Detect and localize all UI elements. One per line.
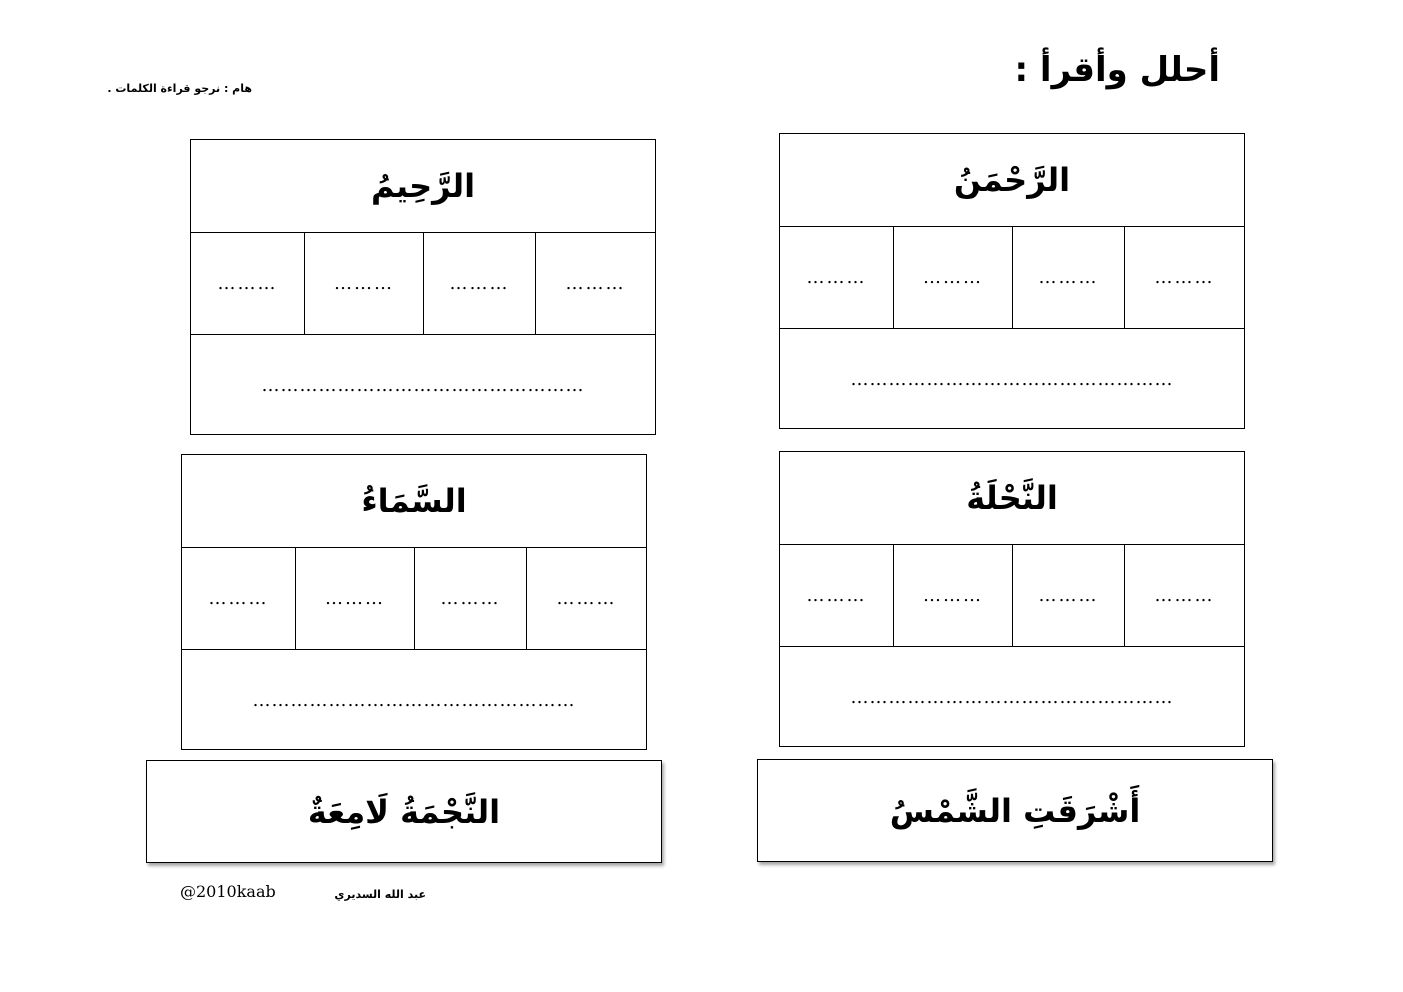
word-card-1: [779, 133, 1245, 429]
author-name: عبد الله السديري: [334, 888, 426, 901]
letter-cell[interactable]: ………: [304, 233, 423, 334]
sentence-box-1: أَشْرَقَتِ الشَّمْسُ: [757, 759, 1273, 862]
writing-line[interactable]: ……………………………………………: [261, 374, 585, 396]
word-card-3: [779, 451, 1245, 747]
letter-cells-row: [780, 227, 1244, 329]
letter-cell[interactable]: ………: [526, 548, 646, 649]
writing-line[interactable]: ……………………………………………: [850, 686, 1174, 708]
writing-line[interactable]: ……………………………………………: [850, 368, 1174, 390]
word-title: الرَّحْمَنُ: [780, 134, 1244, 227]
letter-cell[interactable]: ………: [806, 585, 867, 606]
letter-cells-row: [191, 233, 655, 335]
writing-line[interactable]: ……………………………………………: [252, 689, 576, 711]
word-card-2: [190, 139, 656, 435]
letter-cell[interactable]: ………: [535, 233, 655, 334]
letter-cell[interactable]: ………: [1012, 227, 1124, 328]
word-card-4: [181, 454, 647, 750]
letter-cell[interactable]: ………: [1124, 227, 1244, 328]
letter-cell[interactable]: ………: [1124, 545, 1244, 646]
word-title: الرَّحِيمُ: [191, 140, 655, 233]
sentence-box-2: النَّجْمَةُ لَامِعَةٌ: [146, 760, 662, 863]
letter-cell[interactable]: ………: [423, 233, 535, 334]
letter-cell[interactable]: ………: [806, 267, 867, 288]
letter-cell[interactable]: ………: [295, 548, 414, 649]
letter-cell[interactable]: ………: [893, 227, 1012, 328]
letter-cell[interactable]: ………: [414, 548, 526, 649]
letter-cell[interactable]: ………: [1012, 545, 1124, 646]
word-title: السَّمَاءُ: [182, 455, 646, 548]
letter-cell[interactable]: ………: [217, 273, 278, 294]
letter-cells-row: [182, 548, 646, 650]
letter-cell[interactable]: ………: [893, 545, 1012, 646]
author-handle: @2010kaab: [180, 882, 276, 901]
instruction-note: هام : نرجو قراءة الكلمات .: [107, 82, 252, 95]
page-title: أحلل وأقرأ :: [1014, 50, 1220, 90]
word-title: النَّحْلَةُ: [780, 452, 1244, 545]
letter-cells-row: [780, 545, 1244, 647]
letter-cell[interactable]: ………: [208, 588, 269, 609]
